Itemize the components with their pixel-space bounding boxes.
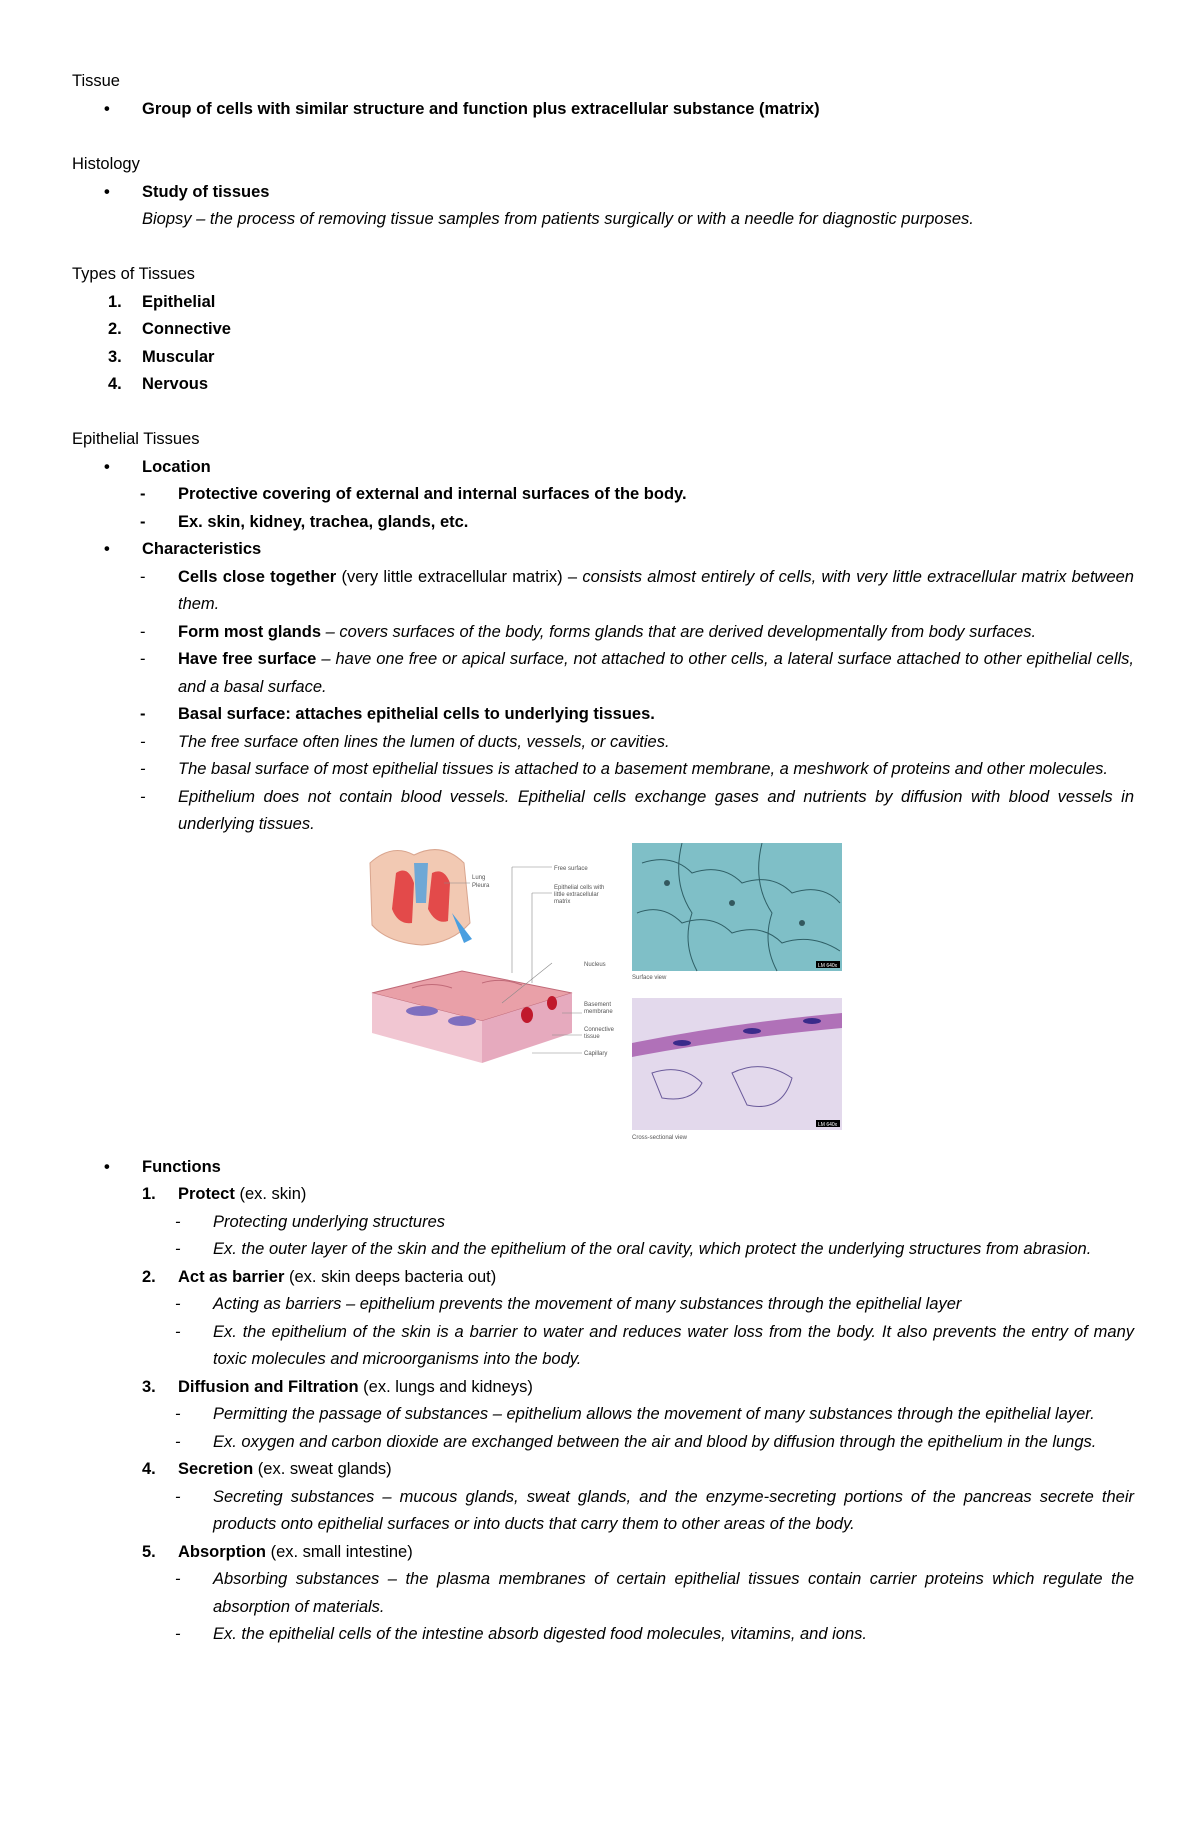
histology-bullet [72,179,1134,207]
histology-definition: Study of tissues [142,182,270,201]
torso-illustration [370,849,472,944]
type-item: 4. Nervous [108,375,209,393]
tissue-block [372,971,572,1063]
label-capillary: Capillary [584,1050,608,1057]
label-free-surface: Free surface [554,865,588,872]
characteristic-item: - Have free surface – have one free or apical surface, not attached to other cells, a lateral surface attached to other epithelial cells, and a basal surface. [140,650,1134,696]
scale-label: LM 640x [818,962,838,969]
characteristic-item: - Epithelium does not contain blood vessels. Epithelial cells exchange gases and nutrients by diffusion with blood vessels in underlying tissues. [140,787,1134,833]
heading-epithelial: Epithelial Tissues [72,429,200,448]
label-basement: Basement [584,1001,612,1008]
epithelium-figure [352,843,872,1148]
biopsy-note: Biopsy – the process of removing tissue samples from patients surgically or with a needle for diagnostic purposes. [142,210,974,228]
function-item: 3. Diffusion and Filtration (ex. lungs and kidneys) [142,1377,533,1396]
function-item: 1. Protect (ex. skin) [142,1185,307,1203]
label-cells-3: matrix [554,898,571,905]
cross-section-micrograph [632,998,842,1130]
function-detail: - Ex. the epithelium of the skin is a barrier to water and reduces water loss from the body. It also prevents the entry of many toxic molecules and microorganisms into the body. [175,1322,1134,1368]
characteristic-item: - The basal surface of most epithelial tissues is attached to a basement membrane, a meshwork of proteins and other molecules. [140,760,1108,778]
label-surface-view: Surface view [632,974,667,981]
location-item: - Ex. skin, kidney, trachea, glands, etc. [140,512,469,531]
function-detail: - Permitting the passage of substances – epithelium allows the movement of many substances through the epithelial layer. [175,1405,1095,1423]
epithelium-illustration [352,843,872,1148]
location-item: - Protective covering of external and internal surfaces of the body. [140,485,687,503]
label-nucleus: Nucleus [584,961,606,968]
label-cells-2: little extracellular [554,891,599,898]
heading-types: Types of Tissues [72,264,195,283]
function-detail: - Acting as barriers – epithelium prevents the movement of many substances through the epithelial layer [175,1295,962,1313]
characteristic-item: - Cells close together (very little extracellular matrix) – consists almost entirely of cells, with very little extracellular matrix between them. [140,567,1134,613]
bullet-icon: • [104,100,110,118]
surface-view-micrograph [632,843,842,971]
label-connective-2: tissue [584,1033,600,1040]
label-cross-view: Cross-sectional view [632,1134,688,1141]
bullet-icon: • [104,540,110,558]
function-detail: - Ex. the outer layer of the skin and the epithelium of the oral cavity, which protect the underlying structures from abrasion. [175,1240,1092,1258]
label-pleura: Pleura [472,882,490,889]
bullet-icon: • [104,457,110,476]
function-detail: - Absorbing substances – the plasma membranes of certain epithelial tissues contain carrier proteins which regulate the absorption of materials. [175,1570,1134,1616]
characteristic-item: - Form most glands – covers surfaces of the body, forms glands that are derived developmentally from body surfaces. [140,622,1037,641]
characteristics-bullet: • Characteristics [72,536,1134,564]
scale-label: LM 640x [818,1121,838,1128]
bullet-icon: • [104,182,110,201]
function-item: 5. Absorption (ex. small intestine) [142,1542,413,1561]
type-item: 2. Connective [108,320,231,338]
type-item: 1. Epithelial [108,292,216,311]
heading-tissue: Tissue [72,72,120,90]
heading-histology: Histology [72,154,140,173]
function-detail: - Protecting underlying structures [175,1212,446,1231]
characteristic-item: - Basal surface: attaches epithelial cells to underlying tissues. [140,705,655,723]
location-bullet: • Location [72,454,1134,482]
characteristic-item: - The free surface often lines the lumen of ducts, vessels, or cavities. [140,732,670,751]
function-detail: - Ex. the epithelial cells of the intestine absorb digested food molecules, vitamins, and ions. [175,1625,867,1643]
function-item: 4. Secretion (ex. sweat glands) [142,1460,392,1478]
label-lung: Lung [472,874,486,881]
functions-bullet: • Functions [72,1154,1134,1182]
type-item: 3. Muscular [108,347,215,366]
document-page [72,68,1134,1649]
function-detail: - Secreting substances – mucous glands, sweat glands, and the enzyme-secreting portions of the pancreas secrete their products onto epithelial surfaces or into ducts that carry them to other areas of the body. [175,1487,1134,1533]
function-detail: - Ex. oxygen and carbon dioxide are exchanged between the air and blood by diffusion through the epithelium in the lungs. [175,1432,1097,1451]
bullet-icon: • [104,1157,110,1176]
tissue-definition: Group of cells with similar structure and function plus extracellular substance (matrix) [142,100,820,118]
label-basement-2: membrane [584,1008,613,1015]
tissue-bullet [72,96,1134,124]
label-cells: Epithelial cells with [554,884,605,891]
function-item: 2. Act as barrier (ex. skin deeps bacteria out) [142,1267,497,1286]
label-connective: Connective [584,1026,615,1033]
